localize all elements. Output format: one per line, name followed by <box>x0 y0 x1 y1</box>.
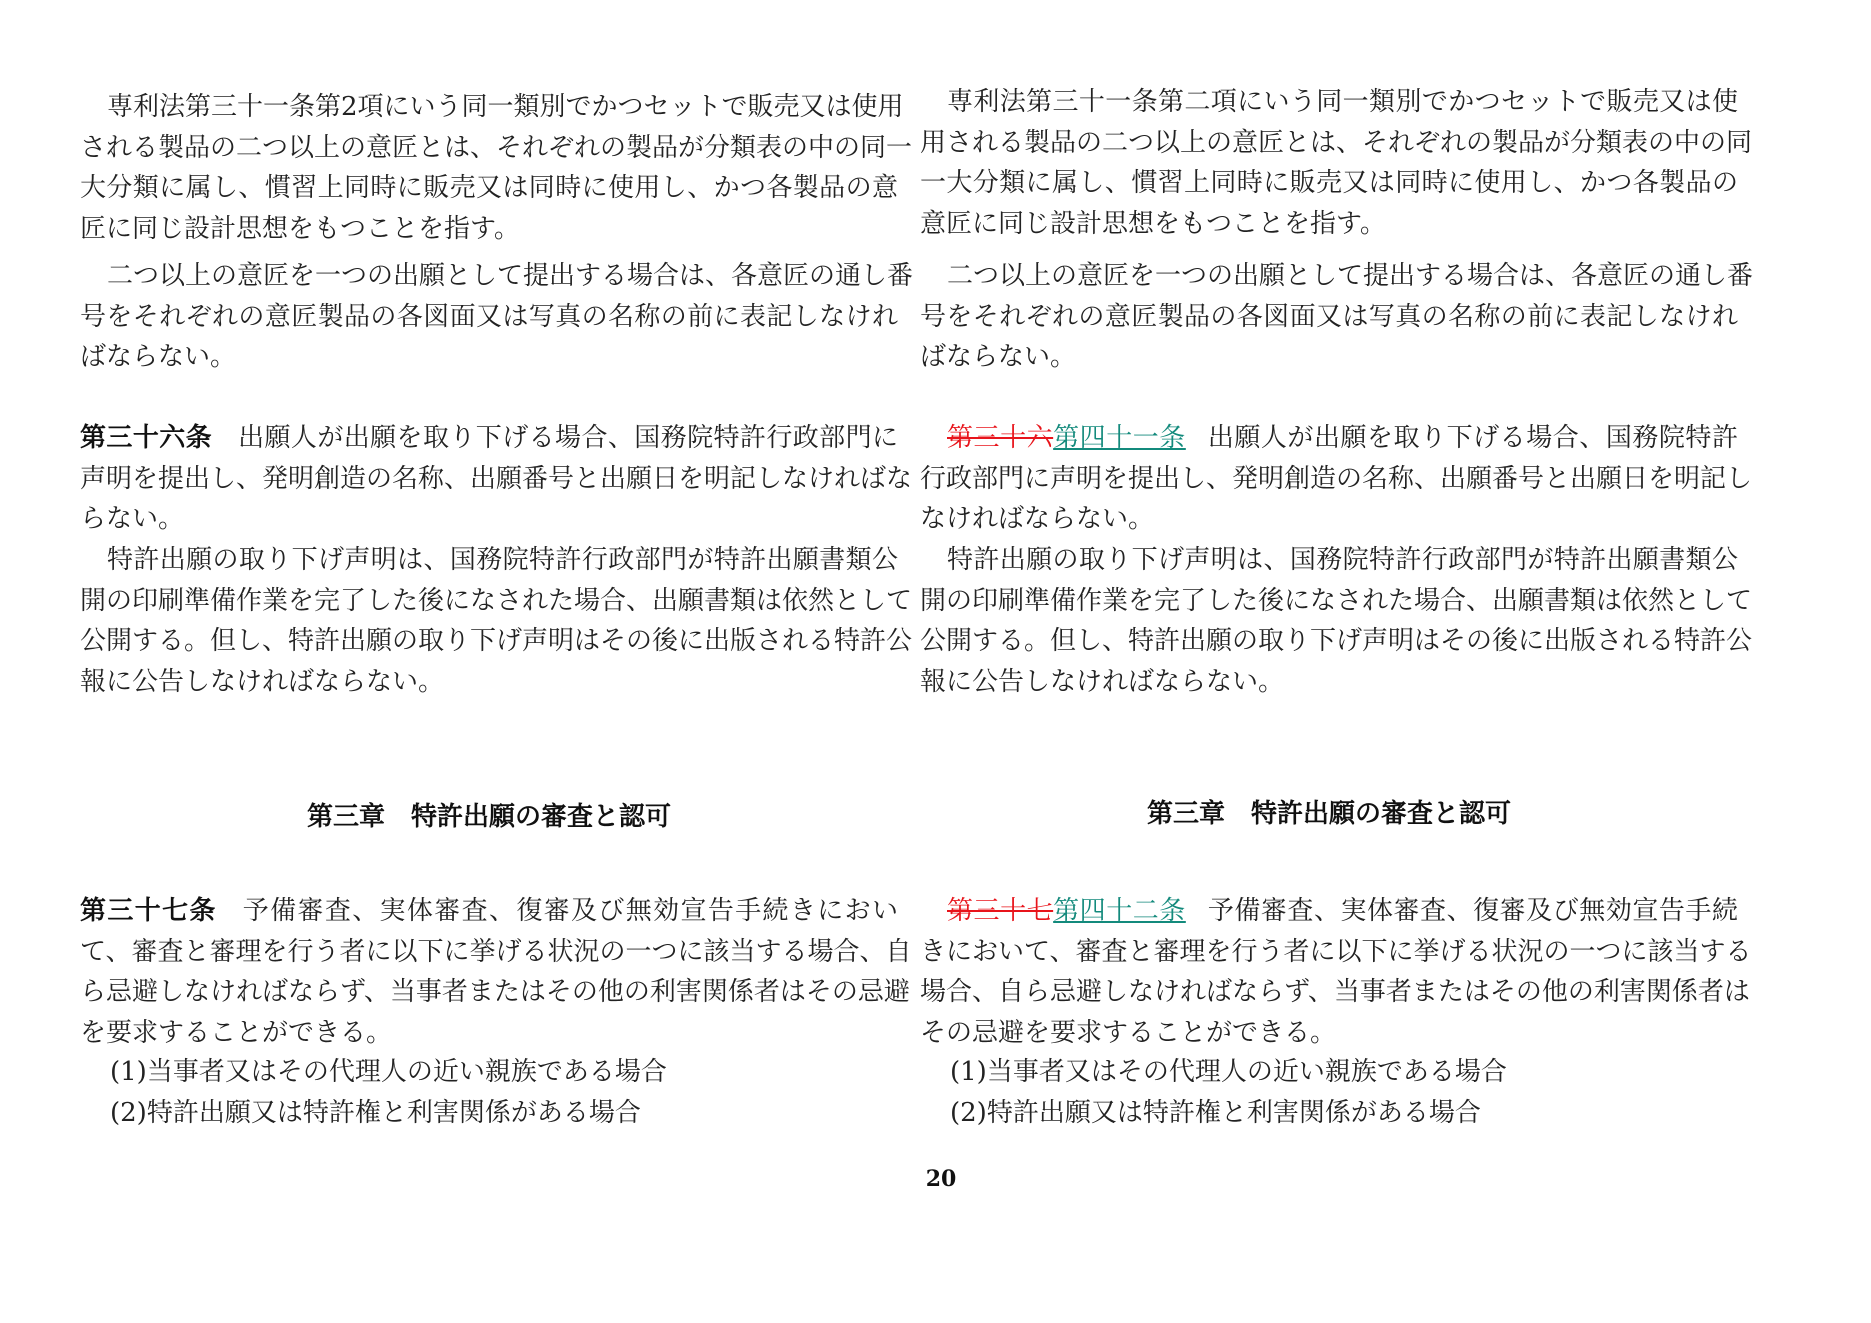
article-number: 第三十七条 <box>80 896 217 926</box>
text-line <box>80 581 913 622</box>
text-line <box>80 891 898 932</box>
inserted-article-number: 第四十一条 <box>1053 423 1186 453</box>
list-item: (1)当事者又はその代理人の近い親族である場合 <box>950 1057 1507 1087</box>
text-line <box>80 662 898 703</box>
page-number: 20 <box>925 1166 957 1192</box>
line-text: 予備審査、実体審査、復審及び無効宣告手続きにおい <box>242 896 898 926</box>
line-text: 予備審査、実体審査、復審及び無効宣告手続 <box>1207 896 1738 926</box>
text-line <box>80 1013 898 1054</box>
text-line <box>920 297 1738 338</box>
article-paragraph <box>80 891 912 1053</box>
text-line <box>920 662 1738 703</box>
text-line <box>80 459 913 500</box>
text-line <box>920 256 1754 297</box>
line-text: 出願人が出願を取り下げる場合、国務院特許行政部門に <box>238 423 898 453</box>
chapter-heading: 第三章 特許出願の審査と認可 <box>1146 799 1511 829</box>
text-line <box>920 540 1738 581</box>
paragraph <box>920 256 1754 378</box>
text-line <box>80 932 912 973</box>
line-text: その忌避を要求することができる。 <box>920 1017 1337 1048</box>
chapter-heading: 第三章 特許出願の審査と認可 <box>306 802 671 832</box>
text-line <box>80 168 898 209</box>
line-text: 大分類に属し、慣習上同時に販売又は同時に使用し、かつ各製品の意 <box>80 173 898 203</box>
item-list <box>920 1052 1738 1133</box>
line-text: 場合、自ら忌避しなければならず、当事者またはその他の利害関係者は <box>920 977 1750 1007</box>
article-paragraph <box>920 418 1753 540</box>
text-line <box>920 499 1738 540</box>
line-text: 意匠に同じ設計思想をもつことを指す。 <box>920 208 1386 239</box>
paragraph <box>80 256 914 378</box>
line-text: 行政部門に声明を提出し、発明創造の名称、出願番号と出願日を明記し <box>920 463 1753 494</box>
text-line <box>920 891 1738 932</box>
text-line <box>80 540 898 581</box>
deleted-article-number: 第三十七 <box>947 896 1054 926</box>
list-item: (2)特許出願又は特許権と利害関係がある場合 <box>950 1097 1481 1128</box>
paragraph <box>920 82 1753 244</box>
line-text: 号をそれぞれの意匠製品の各図面又は写真の名称の前に表記しなけれ <box>920 301 1738 332</box>
line-text: ばならない。 <box>920 342 1077 372</box>
text-line <box>80 337 898 378</box>
text-line <box>920 123 1753 164</box>
text-line <box>920 459 1753 500</box>
text-line <box>80 256 914 297</box>
line-text: 報に公告しなければならない。 <box>80 666 445 697</box>
text-line <box>920 621 1753 662</box>
text-line <box>80 621 913 662</box>
line-text: 特許出願の取り下げ声明は、国務院特許行政部門が特許出願書類公 <box>107 545 898 575</box>
paragraph <box>80 87 913 249</box>
line-text: きにおいて、審査と審理を行う者に以下に挙げる状況の一つに該当する <box>920 936 1752 967</box>
line-text: ばならない。 <box>80 342 237 372</box>
text-line <box>920 337 1738 378</box>
line-text: 公開する。但し、特許出願の取り下げ声明はその後に出版される特許公 <box>920 626 1753 656</box>
text-line <box>80 209 898 250</box>
line-text: て、審査と審理を行う者に以下に挙げる状況の一つに該当する場合、自 <box>80 936 912 967</box>
text-line <box>80 128 913 169</box>
paragraph <box>920 540 1753 702</box>
line-text: らない。 <box>80 504 185 534</box>
article-paragraph <box>920 891 1752 1053</box>
text-line <box>920 972 1750 1013</box>
line-text: 一大分類に属し、慣習上同時に販売又は同時に使用し、かつ各製品の <box>920 168 1738 198</box>
text-line <box>920 418 1738 459</box>
line-text: 出願人が出願を取り下げる場合、国務院特許 <box>1207 423 1738 453</box>
text-line <box>920 581 1753 622</box>
text-line <box>80 499 898 540</box>
line-text: 開の印刷準備作業を完了した後になされた場合、出願書類は依然として <box>80 585 913 616</box>
text-line <box>920 204 1738 245</box>
line-text: 号をそれぞれの意匠製品の各図面又は写真の名称の前に表記しなけれ <box>80 301 898 332</box>
list-item: (1)当事者又はその代理人の近い親族である場合 <box>110 1057 667 1087</box>
text-line <box>920 1013 1738 1054</box>
paragraph <box>80 540 913 702</box>
line-text: 用される製品の二つ以上の意匠とは、それぞれの製品が分類表の中の同 <box>920 127 1753 158</box>
list-item: (2)特許出願又は特許権と利害関係がある場合 <box>110 1097 641 1128</box>
text-line <box>80 87 904 128</box>
line-text: 匠に同じ設計思想をもつことを指す。 <box>80 213 520 244</box>
deleted-article-number: 第三十六 <box>947 423 1054 453</box>
line-text: 二つ以上の意匠を一つの出願として提出する場合は、各意匠の通し番 <box>947 261 1754 291</box>
line-text: ら忌避しなければならず、当事者またはその他の利害関係者はその忌避 <box>80 977 910 1007</box>
article-paragraph <box>80 418 913 540</box>
article-number: 第三十六条 <box>80 423 213 453</box>
line-text: なければならない。 <box>920 504 1155 534</box>
line-text: 専利法第三十一条第2項にいう同一類別でかつセットで販売又は使用 <box>107 92 904 122</box>
text-line <box>80 418 898 459</box>
line-text: 声明を提出し、発明創造の名称、出願番号と出願日を明記しなければな <box>80 463 913 494</box>
text-line <box>80 972 910 1013</box>
text-line <box>80 297 898 338</box>
inserted-article-number: 第四十二条 <box>1053 896 1186 926</box>
text-line <box>920 932 1752 973</box>
item-list <box>80 1052 898 1133</box>
line-text: される製品の二つ以上の意匠とは、それぞれの製品が分類表の中の同一 <box>80 132 913 163</box>
line-text: 開の印刷準備作業を完了した後になされた場合、出願書類は依然として <box>920 585 1753 616</box>
line-text: 報に公告しなければならない。 <box>920 666 1285 697</box>
line-text: 二つ以上の意匠を一つの出願として提出する場合は、各意匠の通し番 <box>107 261 914 291</box>
text-line <box>920 163 1738 204</box>
line-text: を要求することができる。 <box>80 1017 393 1048</box>
line-text: 特許出願の取り下げ声明は、国務院特許行政部門が特許出願書類公 <box>947 545 1738 575</box>
line-text: 公開する。但し、特許出願の取り下げ声明はその後に出版される特許公 <box>80 626 913 656</box>
text-line <box>920 82 1738 123</box>
line-text: 専利法第三十一条第二項にいう同一類別でかつセットで販売又は使 <box>947 87 1738 117</box>
